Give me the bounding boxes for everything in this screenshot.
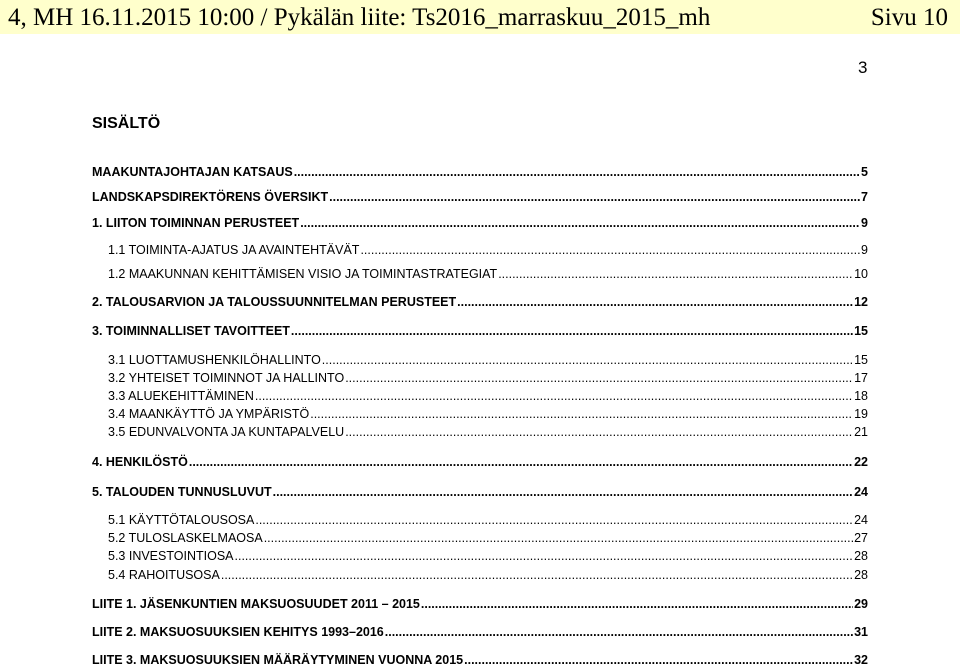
toc-entry-page: 18	[854, 389, 868, 403]
toc-entry[interactable]	[92, 164, 868, 180]
toc-entry[interactable]	[92, 624, 868, 640]
toc-entry-page: 12	[854, 295, 868, 309]
toc-entry-page: 28	[854, 549, 868, 563]
toc-entry-label: LIITE 2. MAKSUOSUUKSIEN KEHITYS 1993–2016	[92, 625, 384, 639]
toc-entry-page: 7	[861, 190, 868, 204]
toc-entry[interactable]	[108, 406, 868, 422]
toc-entry[interactable]	[92, 484, 868, 500]
toc-entry-label: 3. TOIMINNALLISET TAVOITTEET	[92, 324, 290, 338]
toc-leader-dots	[235, 548, 854, 564]
toc-entry-page: 5	[861, 165, 868, 179]
toc-entry-page: 24	[854, 513, 868, 527]
toc-leader-dots	[360, 242, 860, 258]
toc-leader-dots	[221, 567, 853, 583]
toc-leader-dots	[421, 596, 853, 612]
toc-entry[interactable]	[108, 567, 868, 583]
toc-entry[interactable]	[92, 189, 868, 205]
toc-entry-page: 31	[854, 625, 868, 639]
toc-leader-dots	[291, 323, 853, 339]
toc-entry-label: 1.2 MAAKUNNAN KEHITTÄMISEN VISIO JA TOIMINTASTRATEGIAT	[108, 267, 498, 281]
toc-entry-label: LIITE 1. JÄSENKUNTIEN MAKSUOSUUDET 2011 – 2015	[92, 597, 420, 611]
toc-entry-label: 5.4 RAHOITUSOSA	[108, 568, 220, 582]
toc-leader-dots	[300, 215, 860, 231]
header-title: 4, MH 16.11.2015 10:00 / Pykälän liite: Ts2016_marraskuu_2015_mh	[8, 4, 711, 31]
toc-entry[interactable]	[108, 512, 868, 528]
toc-entry-label: 1.1 TOIMINTA-AJATUS JA AVAINTEHTÄVÄT	[108, 243, 360, 257]
toc-entry-label: 4. HENKILÖSTÖ	[92, 455, 188, 469]
toc-title: SISÄLTÖ	[92, 115, 161, 132]
toc-entry-page: 24	[854, 485, 868, 499]
toc-entry-page: 27	[854, 531, 868, 545]
toc-leader-dots	[385, 624, 853, 640]
toc-entry[interactable]	[108, 242, 868, 258]
toc-entry-label: 1. LIITON TOIMINNAN PERUSTEET	[92, 216, 300, 230]
toc-entry[interactable]	[92, 454, 868, 470]
toc-entry[interactable]	[92, 215, 868, 231]
toc-leader-dots	[294, 164, 860, 180]
toc-entry[interactable]	[92, 294, 868, 310]
toc-leader-dots	[457, 294, 853, 310]
toc-leader-dots	[310, 406, 853, 422]
toc-entry[interactable]	[108, 424, 868, 440]
toc-entry[interactable]	[108, 530, 868, 546]
toc-entry-page: 15	[854, 353, 868, 367]
toc-entry-page: 15	[854, 324, 868, 338]
toc-entry-label: 5. TALOUDEN TUNNUSLUVUT	[92, 485, 272, 499]
toc-entry-label: 5.2 TULOSLASKELMAOSA	[108, 531, 263, 545]
toc-entry-label: 3.3 ALUEKEHITTÄMINEN	[108, 389, 254, 403]
toc-entry-label: 3.5 EDUNVALVONTA JA KUNTAPALVELU	[108, 425, 345, 439]
toc-entry[interactable]	[108, 388, 868, 404]
toc-leader-dots	[255, 388, 853, 404]
toc-leader-dots	[329, 189, 860, 205]
toc-entry-page: 9	[861, 216, 868, 230]
toc-leader-dots	[322, 352, 853, 368]
toc-entry-page: 28	[854, 568, 868, 582]
toc-entry-page: 17	[854, 371, 868, 385]
toc-entry-page: 19	[854, 407, 868, 421]
toc-entry[interactable]	[92, 323, 868, 339]
toc-entry-page: 9	[861, 243, 868, 257]
toc-entry-label: 3.1 LUOTTAMUSHENKILÖHALLINTO	[108, 353, 321, 367]
toc-entry-label: 3.4 MAANKÄYTTÖ JA YMPÄRISTÖ	[108, 407, 310, 421]
toc-leader-dots	[498, 266, 853, 282]
toc-leader-dots	[345, 424, 853, 440]
toc-entry-page: 21	[854, 425, 868, 439]
toc-leader-dots	[345, 370, 853, 386]
header-bar	[0, 0, 960, 34]
toc-leader-dots	[273, 484, 853, 500]
toc-entry[interactable]	[108, 352, 868, 368]
toc-leader-dots	[264, 530, 853, 546]
header-page-label: Sivu 10	[870, 4, 948, 31]
toc-entry[interactable]	[108, 548, 868, 564]
toc-entry-label: 3.2 YHTEISET TOIMINNOT JA HALLINTO	[108, 371, 345, 385]
toc-leader-dots	[189, 454, 853, 470]
toc-entry-page: 32	[854, 653, 868, 667]
toc-leader-dots	[255, 512, 853, 528]
toc-entry-label: LIITE 3. MAKSUOSUUKSIEN MÄÄRÄYTYMINEN VUONNA 2015	[92, 653, 464, 667]
toc-entry-page: 10	[854, 267, 868, 281]
toc-entry-label: 5.1 KÄYTTÖTALOUSOSA	[108, 513, 255, 527]
toc-entry-label: MAAKUNTAJOHTAJAN KATSAUS	[92, 165, 293, 179]
toc-entry[interactable]	[92, 596, 868, 612]
toc-entry[interactable]	[108, 266, 868, 282]
toc-entry-label: 5.3 INVESTOINTIOSA	[108, 549, 234, 563]
toc-entry-page: 22	[854, 455, 868, 469]
toc-entry-label: 2. TALOUSARVION JA TALOUSSUUNNITELMAN PERUSTEET	[92, 295, 457, 309]
toc-entry[interactable]	[108, 370, 868, 386]
page-number: 3	[858, 58, 868, 77]
toc-entry-page: 29	[854, 597, 868, 611]
toc-entry-label: LANDSKAPSDIREKTÖRENS ÖVERSIKT	[92, 190, 329, 204]
